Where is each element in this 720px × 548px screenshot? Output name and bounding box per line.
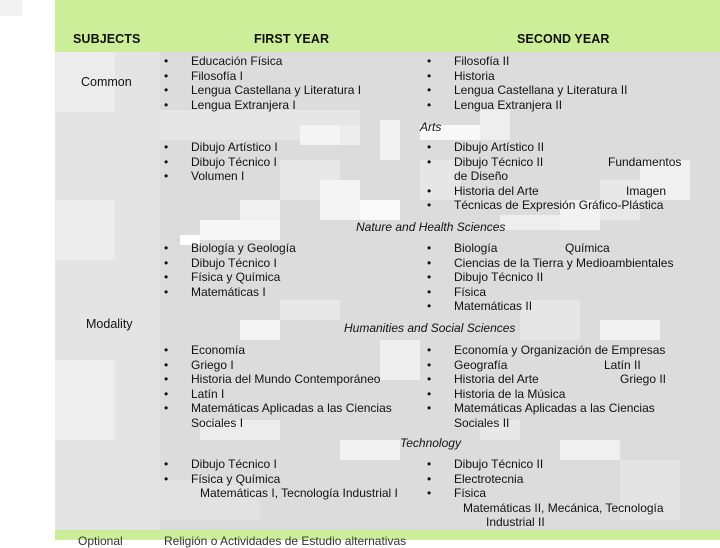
list-item: • Biología Química <box>427 241 610 255</box>
list-item: • Física y Química <box>164 471 281 486</box>
list-item: • Dibujo Técnico I <box>164 255 277 270</box>
list-item: • Dibujo Técnico II <box>427 270 544 284</box>
list-item: • Ciencias de la Tierra y Medioambientales <box>427 255 674 270</box>
list-item-continued: Sociales I <box>191 415 244 430</box>
list-item: • Filosofía I <box>164 68 244 83</box>
list-item: • Dibujo Artístico I <box>164 140 278 154</box>
list-item: • Volumen I <box>164 169 245 183</box>
humanities-second-year-list <box>427 343 712 430</box>
list-item-continued: Industrial II <box>486 515 545 529</box>
list-item: • Matemáticas I <box>164 284 266 299</box>
nature-second-year-list <box>427 241 712 314</box>
bottom-row-label: Optional <box>78 534 123 548</box>
header-second-year: SECOND YEAR <box>517 32 610 46</box>
list-item: • Lengua Castellana y Literatura I <box>164 83 362 97</box>
header-subjects: SUBJECTS <box>73 32 141 46</box>
list-item: • Lengua Castellana y Literatura II <box>427 83 628 97</box>
list-item: • Historia del Mundo Contemporáneo <box>164 372 381 386</box>
list-item: • Historia del Arte Griego II <box>427 372 667 386</box>
corner-block <box>0 0 22 16</box>
list-item: • Lengua Extranjera II <box>427 97 563 112</box>
header-first-year: FIRST YEAR <box>254 32 330 46</box>
list-item: • Física <box>427 284 487 299</box>
bottom-row-content: Religión o Actividades de Estudio alternativas <box>164 534 407 548</box>
list-item: • Educación Física <box>164 54 283 68</box>
list-item: • Técnicas de Expresión Gráfico-Plástica <box>427 198 664 212</box>
section-title-humanities: Humanities and Social Sciences <box>344 321 516 335</box>
list-item: • Dibujo Técnico II <box>427 457 544 471</box>
list-item: • Matemáticas Aplicadas a las Ciencias <box>164 401 392 415</box>
list-item: • Lengua Extranjera I <box>164 97 296 112</box>
nature-first-year-list <box>164 241 296 299</box>
arts-first-year-list <box>164 140 278 184</box>
section-title-nature: Nature and Health Sciences <box>356 220 506 234</box>
list-item: • Matemáticas II <box>427 299 533 313</box>
list-item: • Biología y Geología <box>164 241 296 255</box>
humanities-first-year-list <box>164 343 392 430</box>
list-item: • Latín I <box>164 386 225 401</box>
list-item: • Economía <box>164 343 246 357</box>
list-item: • Dibujo Artístico II <box>427 140 545 154</box>
list-item: • Historia de la Música <box>427 386 566 401</box>
list-item: • Electrotecnia <box>427 471 524 486</box>
row-label-modality: Modality <box>86 317 133 331</box>
list-item-continued: de Diseño <box>454 169 509 183</box>
list-item: • Griego I <box>164 357 234 372</box>
list-item: • Dibujo Técnico II Fundamentos <box>427 154 682 169</box>
list-item-continued: Sociales II <box>454 415 510 430</box>
list-item: • Física <box>427 486 487 500</box>
list-item: • Economía y Organización de Empresas <box>427 343 666 357</box>
list-item: • Geografía Latín II <box>427 357 641 372</box>
section-title-arts: Arts <box>420 120 442 134</box>
list-item: • Dibujo Técnico I <box>164 457 277 471</box>
list-item: • Historia <box>427 68 495 83</box>
table-header-band <box>55 0 720 52</box>
common-second-year-list <box>427 54 627 112</box>
list-item: • Dibujo Técnico I <box>164 154 277 169</box>
arts-second-year-list <box>427 140 712 213</box>
row-label-common: Common <box>81 75 132 89</box>
list-item-continued: Matemáticas II, Mecánica, Tecnología <box>463 500 664 515</box>
list-item: • Historia del Arte Imagen <box>427 183 667 198</box>
common-first-year-list <box>164 54 361 112</box>
technology-second-year-list <box>427 457 664 530</box>
list-item-continued: Matemáticas I, Tecnología Industrial I <box>200 486 398 500</box>
technology-first-year-list <box>164 457 398 501</box>
section-title-technology: Technology <box>400 436 461 450</box>
list-item: • Matemáticas Aplicadas a las Ciencias <box>427 401 655 415</box>
list-item: • Filosofía II <box>427 54 510 68</box>
list-item: • Física y Química <box>164 270 281 284</box>
